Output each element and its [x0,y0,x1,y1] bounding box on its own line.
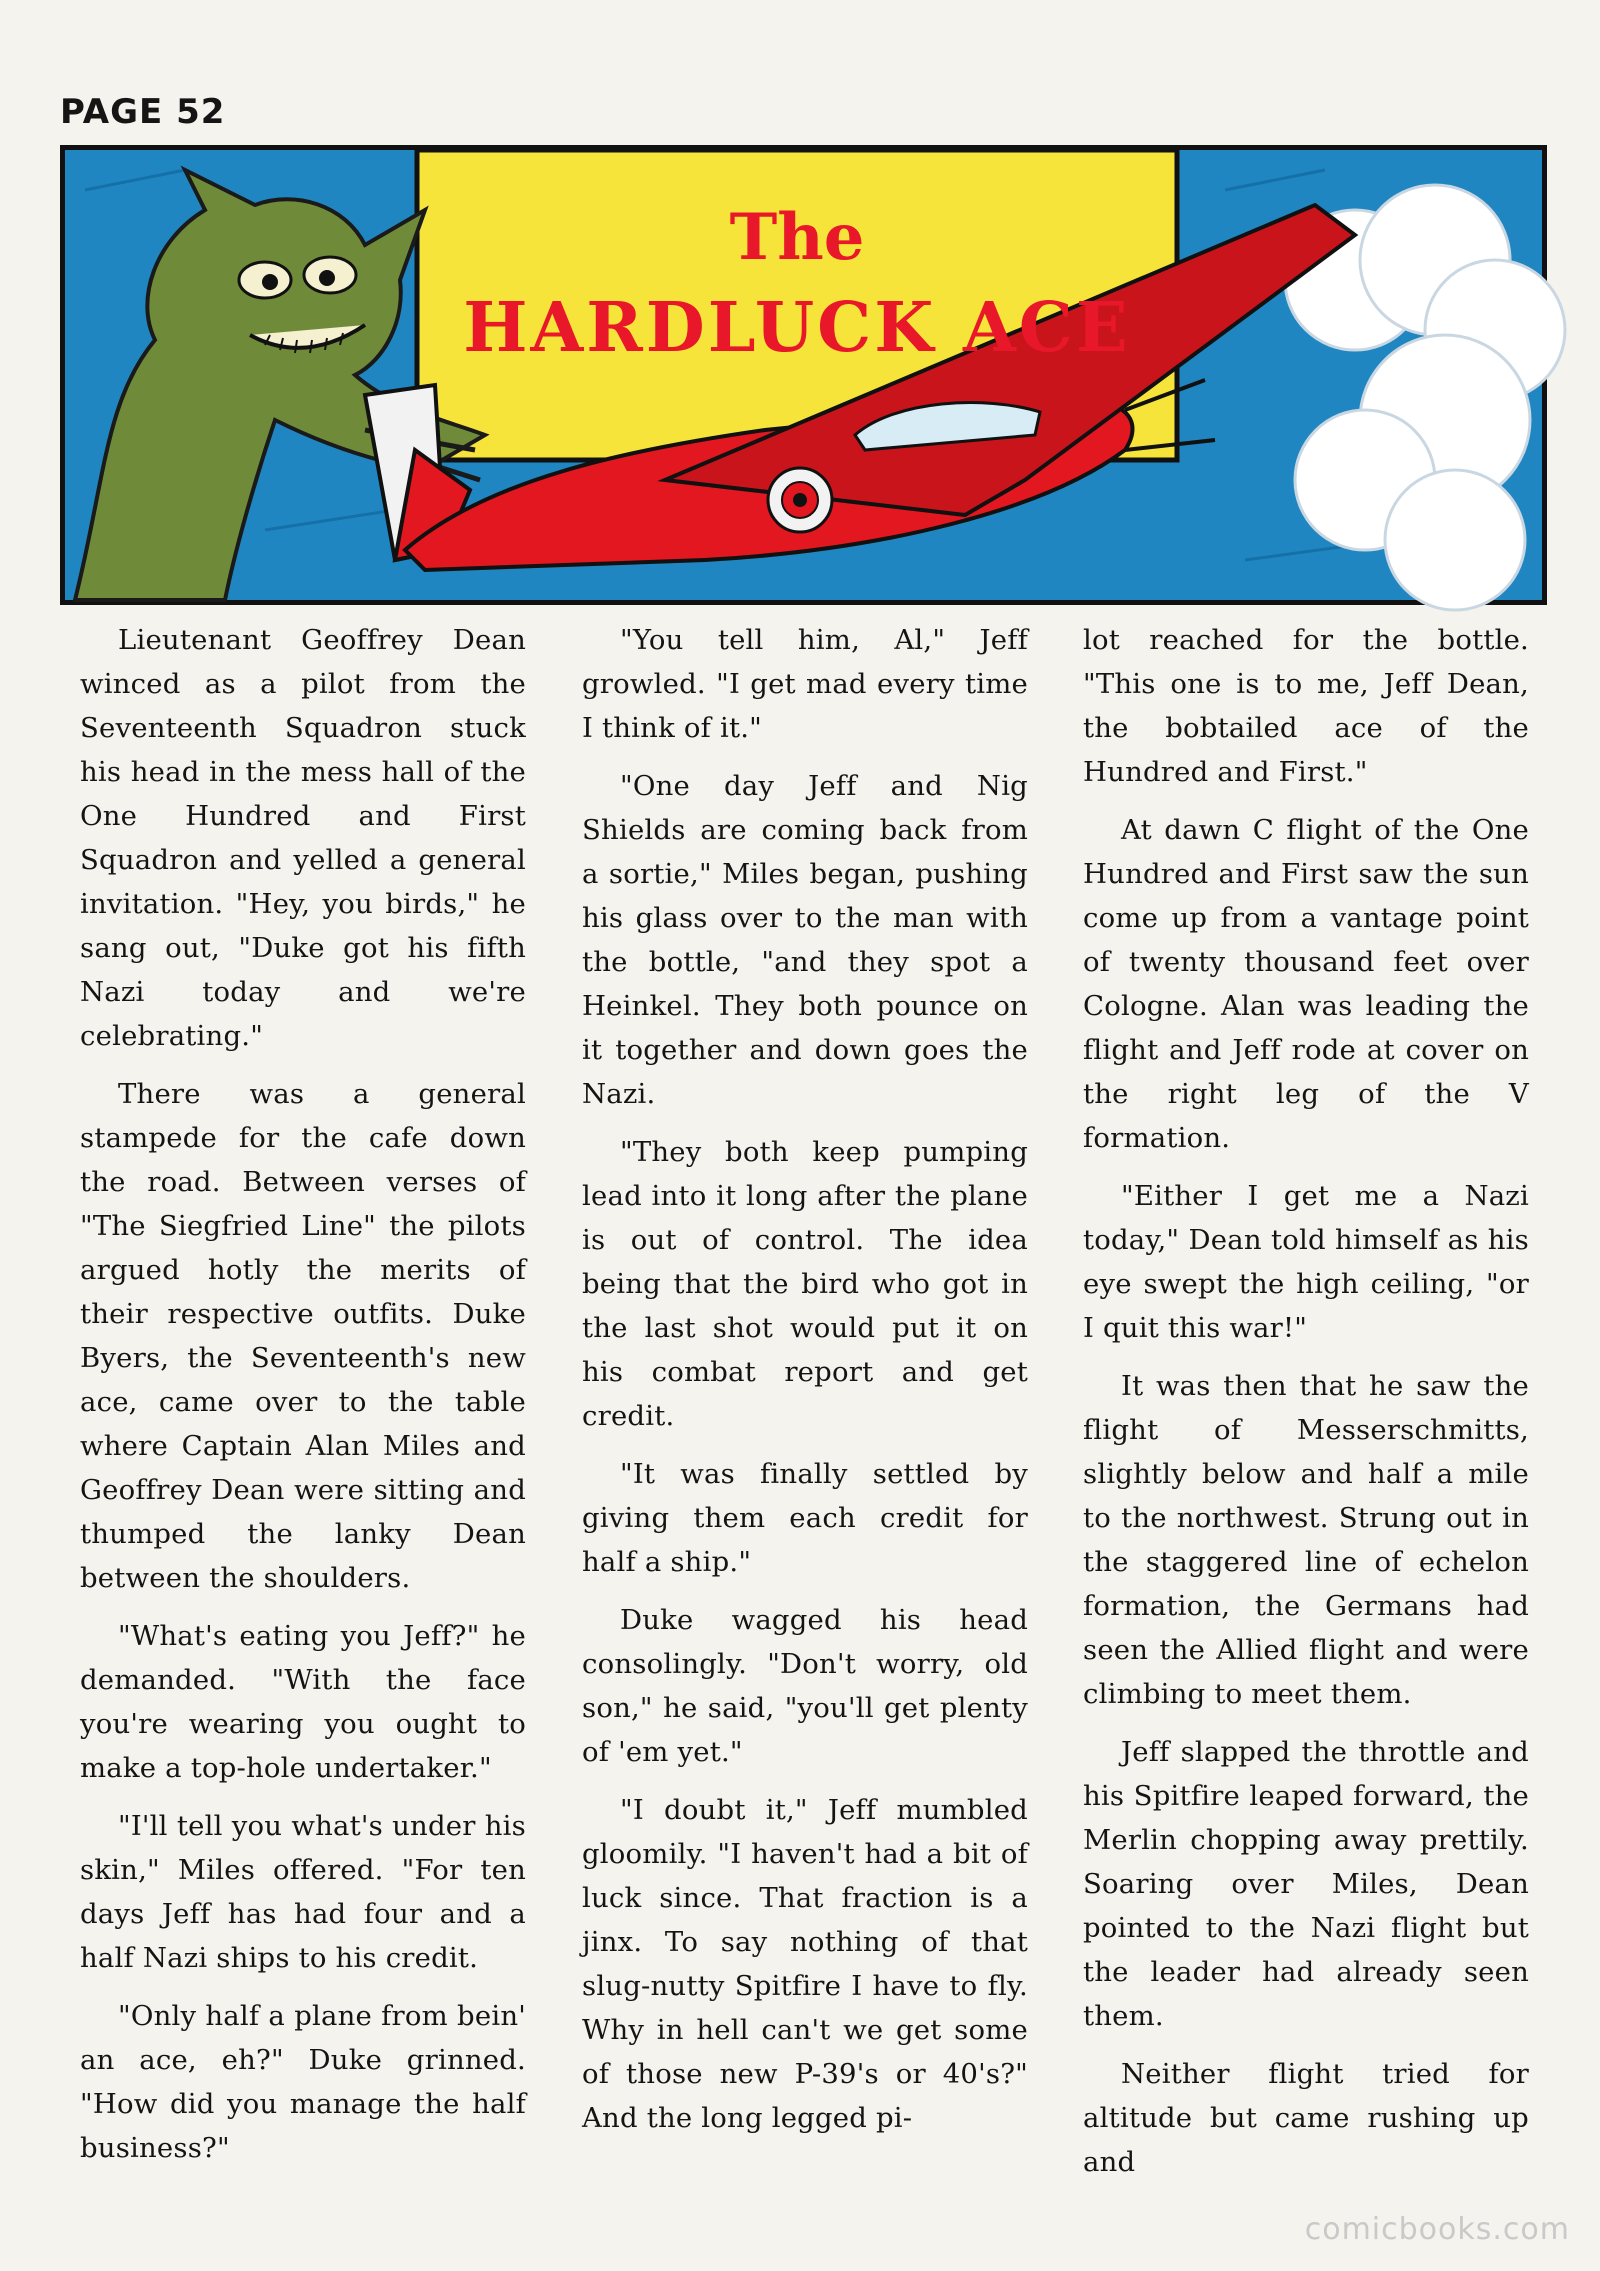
paragraph: "I doubt it," Jeff mumbled gloomily. "I haven't had a bit of luck since. That fraction is a jinx. To say nothing of that slug-nutty Spitfire I have to fly. Why in hell can't we get some of those new P-39's or 40's?" And the long legged pi- [582,1794,1028,2134]
title-banner [60,145,1547,605]
paragraph: Jeff slapped the throttle and his Spitfire leaped forward, the Merlin chopping away prettily. Soaring over Miles, Dean pointed to the Nazi flight but the leader had already seen them. [1083,1736,1529,2032]
paragraph: There was a general stampede for the cafe down the road. Between verses of "The Siegfried Line" the pilots argued hotly the merits of their respective outfits. Duke Byers, the Seventeenth's new ace, came over to the table where Captain Alan Miles and Geoffrey Dean were sitting and thumped the lanky Dean between the shoulders. [80,1078,526,1594]
paragraph: "You tell him, Al," Jeff growled. "I get mad every time I think of it." [582,624,1028,744]
paragraph: At dawn C flight of the One Hundred and First saw the sun come up from a vantage point of twenty thousand feet over Cologne. Alan was leading the flight and Jeff rode at cover on the right leg of the V formation. [1083,814,1529,1154]
text-column-3 [1083,618,1529,2178]
paragraph: It was then that he saw the flight of Messerschmitts, slightly below and half a mile to the northwest. Strung out in the staggered line of echelon formation, the Germans had seen the Allied flight and were climbing to meet them. [1083,1370,1529,1710]
paragraph: "One day Jeff and Nig Shields are coming back from a sortie," Miles began, pushing his glass over to the man with the bottle, "and they spot a Heinkel. They both pounce on it together and down goes the Nazi. [582,770,1028,1110]
paragraph: Neither flight tried for altitude but came rushing up and [1083,2058,1529,2178]
title-block [417,150,1177,460]
paragraph: "It was finally settled by giving them each credit for half a ship." [582,1458,1028,1578]
paragraph: lot reached for the bottle. "This one is to me, Jeff Dean, the bobtailed ace of the Hundred and First." [1083,624,1529,788]
paragraph: Lieutenant Geoffrey Dean winced as a pilot from the Seventeenth Squadron stuck his head in the mess hall of the One Hundred and First Squadron and yelled a general invitation. "Hey, you birds," he sang out, "Duke got his fifth Nazi today and we're celebrating." [80,624,526,1052]
paragraph: "What's eating you Jeff?" he demanded. "With the face you're wearing you ought to make a top-hole undertaker." [80,1620,526,1784]
paragraph: "Either I get me a Nazi today," Dean told himself as his eye swept the high ceiling, "or I quit this war!" [1083,1180,1529,1344]
title-the: The [729,200,865,275]
text-column-2 [582,618,1028,2138]
paragraph: "Only half a plane from bein' an ace, eh?" Duke grinned. "How did you manage the half business?" [80,2000,526,2164]
text-column-1 [80,618,526,2164]
story-title: HARDLUCK ACE [463,288,1131,368]
paragraph: "I'll tell you what's under his skin," Miles offered. "For ten days Jeff has had four and a half Nazi ships to his credit. [80,1810,526,1974]
page-number: PAGE 52 [60,92,226,132]
paragraph: "They both keep pumping lead into it long after the plane is out of control. The idea being that the bird who got in the last shot would put it on his combat report and get credit. [582,1136,1028,1432]
watermark: comicbooks.com [1304,2212,1570,2247]
story-text [80,618,1538,2178]
paragraph: Duke wagged his head consolingly. "Don't worry, old son," he said, "you'll get plenty of 'em yet." [582,1604,1028,1768]
